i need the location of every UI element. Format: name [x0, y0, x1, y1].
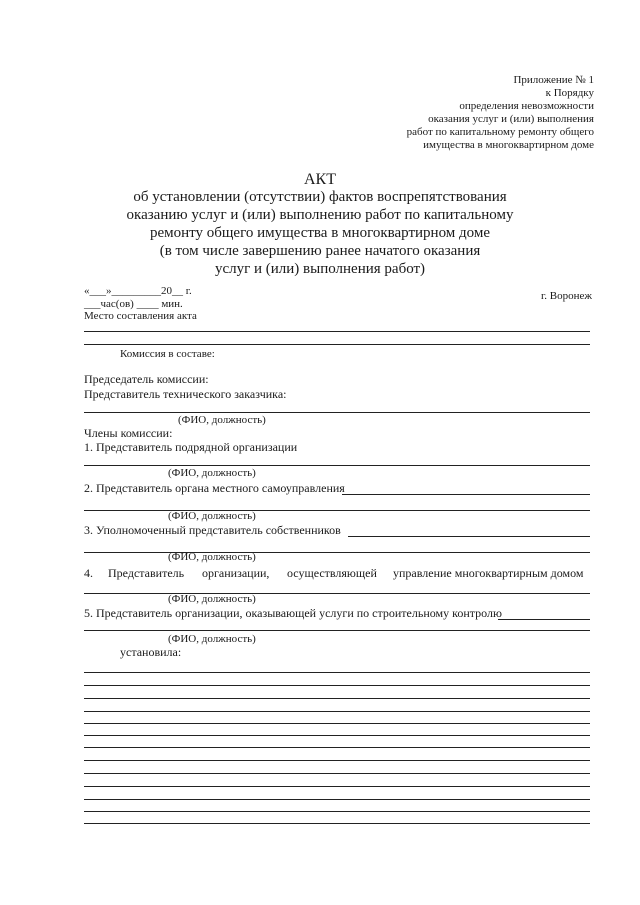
place-line-2[interactable] — [84, 344, 590, 345]
date-field[interactable]: «___»_________20__ г. — [84, 285, 192, 297]
tech-customer-label: Представитель технического заказчика: — [84, 387, 287, 401]
findings-line[interactable] — [84, 799, 590, 800]
city-label: г. Воронеж — [541, 290, 592, 302]
member-2-line[interactable] — [342, 494, 590, 495]
member-4-word: 4. — [84, 566, 93, 580]
member-2-label: 2. Представитель органа местного самоуправления — [84, 481, 345, 495]
fio-hint: (ФИО, должность) — [168, 633, 256, 645]
member-4-word: управление многоквартирным домом — [393, 566, 584, 580]
member-5-line[interactable] — [498, 619, 590, 620]
commission-intro: Комиссия в составе: — [120, 348, 215, 360]
place-label: Место составления акта — [84, 310, 197, 322]
tech-customer-line[interactable] — [84, 412, 590, 413]
title-line: услуг и (или) выполнения работ) — [214, 261, 426, 277]
fio-hint: (ФИО, должность) — [168, 593, 256, 605]
member-4-word: организации, — [202, 566, 270, 580]
title-line: оказанию услуг и (или) выполнению работ по капитальному — [126, 207, 514, 223]
title-line: (в том числе завершению ранее начатого оказания — [159, 243, 481, 259]
member-3-line-2[interactable] — [84, 552, 590, 553]
members-label: Члены комиссии: — [84, 426, 173, 440]
title-line: об установлении (отсутствии) фактов воспрепятствования — [133, 189, 507, 205]
appendix-line: оказания услуг и (или) выполнения — [428, 113, 594, 125]
place-line[interactable] — [84, 331, 590, 332]
title-line: ремонту общего имущества в многоквартирном доме — [149, 225, 491, 241]
chairman-label: Председатель комиссии: — [84, 372, 209, 386]
findings-line[interactable] — [84, 823, 590, 824]
fio-hint: (ФИО, должность) — [168, 510, 256, 522]
member-1-line[interactable] — [84, 465, 590, 466]
appendix-line: к Порядку — [545, 87, 594, 99]
appendix-line: Приложение № 1 — [513, 74, 594, 86]
appendix-line: определения невозможности — [459, 100, 594, 112]
findings-line[interactable] — [84, 723, 590, 724]
appendix-line: имущества в многоквартирном доме — [423, 139, 594, 151]
member-3-label: 3. Уполномоченный представитель собственников — [84, 523, 341, 537]
member-5-label: 5. Представитель организации, оказывающей услуги по строительному контролю — [84, 606, 502, 620]
appendix-line: работ по капитальному ремонту общего — [406, 126, 594, 138]
title-act: АКТ — [304, 171, 336, 188]
findings-line[interactable] — [84, 811, 590, 812]
findings-line[interactable] — [84, 786, 590, 787]
findings-line[interactable] — [84, 773, 590, 774]
fio-hint: (ФИО, должность) — [168, 467, 256, 479]
member-4-word: Представитель — [108, 566, 185, 580]
findings-line[interactable] — [84, 711, 590, 712]
findings-line[interactable] — [84, 672, 590, 673]
findings-line[interactable] — [84, 760, 590, 761]
findings-line[interactable] — [84, 685, 590, 686]
member-1-label: 1. Представитель подрядной организации — [84, 440, 298, 454]
fio-hint: (ФИО, должность) — [178, 414, 266, 426]
established-label: установила: — [120, 645, 182, 659]
member-2-line-2[interactable] — [84, 510, 590, 511]
member-3-line[interactable] — [348, 536, 590, 537]
member-5-line-2[interactable] — [84, 630, 590, 631]
fio-hint: (ФИО, должность) — [168, 551, 256, 563]
time-field[interactable]: ___час(ов) ____ мин. — [84, 298, 183, 310]
findings-line[interactable] — [84, 698, 590, 699]
member-4-word: осуществляющей — [287, 566, 377, 580]
findings-line[interactable] — [84, 735, 590, 736]
findings-line[interactable] — [84, 747, 590, 748]
member-4-line[interactable] — [84, 593, 590, 594]
